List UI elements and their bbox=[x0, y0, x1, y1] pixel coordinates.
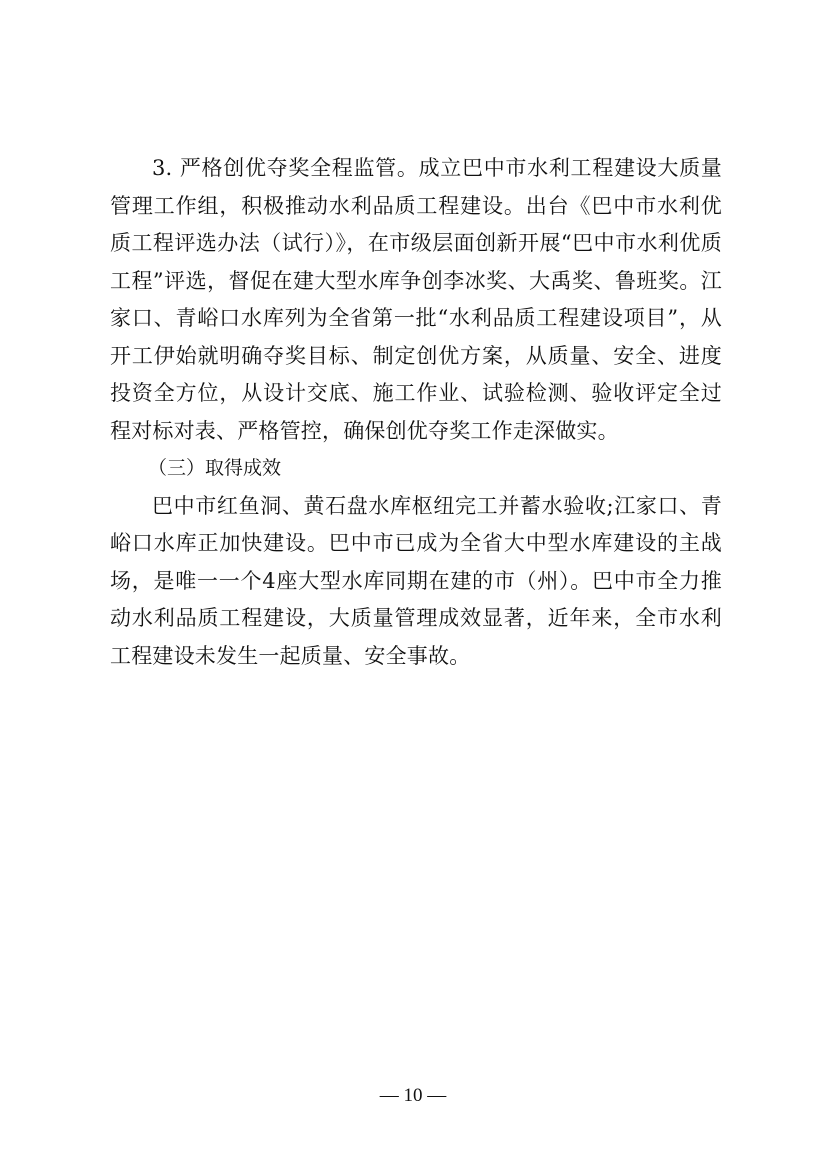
paragraph-results: 巴中市红鱼洞、黄石盘水库枢纽完工并蓄水验收;江家口、青峪口水库正加快建设。巴中市已成为全省大中型水库建设的主战场，是唯一一个4座大型水库同期在建的市（州）。巴中市全力推动水利品质工程建设，大质量管理成效显著，近年来，全市水利工程建设未发生一起质量、安全事故。 bbox=[110, 493, 722, 668]
document-body bbox=[110, 150, 722, 675]
page-number: — 10 — bbox=[379, 1085, 447, 1106]
section-heading-results: （三）取得成效 bbox=[148, 457, 282, 479]
paragraph-quality-supervision: 3. 严格创优夺奖全程监管。成立巴中市水利工程建设大质量管理工作组，积极推动水利品质工程建设。出台《巴中市水利优质工程评选办法（试行）》，在市级层面创新开展“巴中市水利优质工程”评选，督促在建大型水库争创李冰奖、大禹奖、鲁班奖。江家口、青峪口水库列为全省第一批“水利品质工程建设项目”，从开工伊始就明确夺奖目标、制定创优方案，从质量、安全、进度投资全方位，从设计交底、施工作业、试验检测、验收评定全过程对标对表、严格管控，确保创优夺奖工作走深做实。 bbox=[110, 156, 722, 443]
